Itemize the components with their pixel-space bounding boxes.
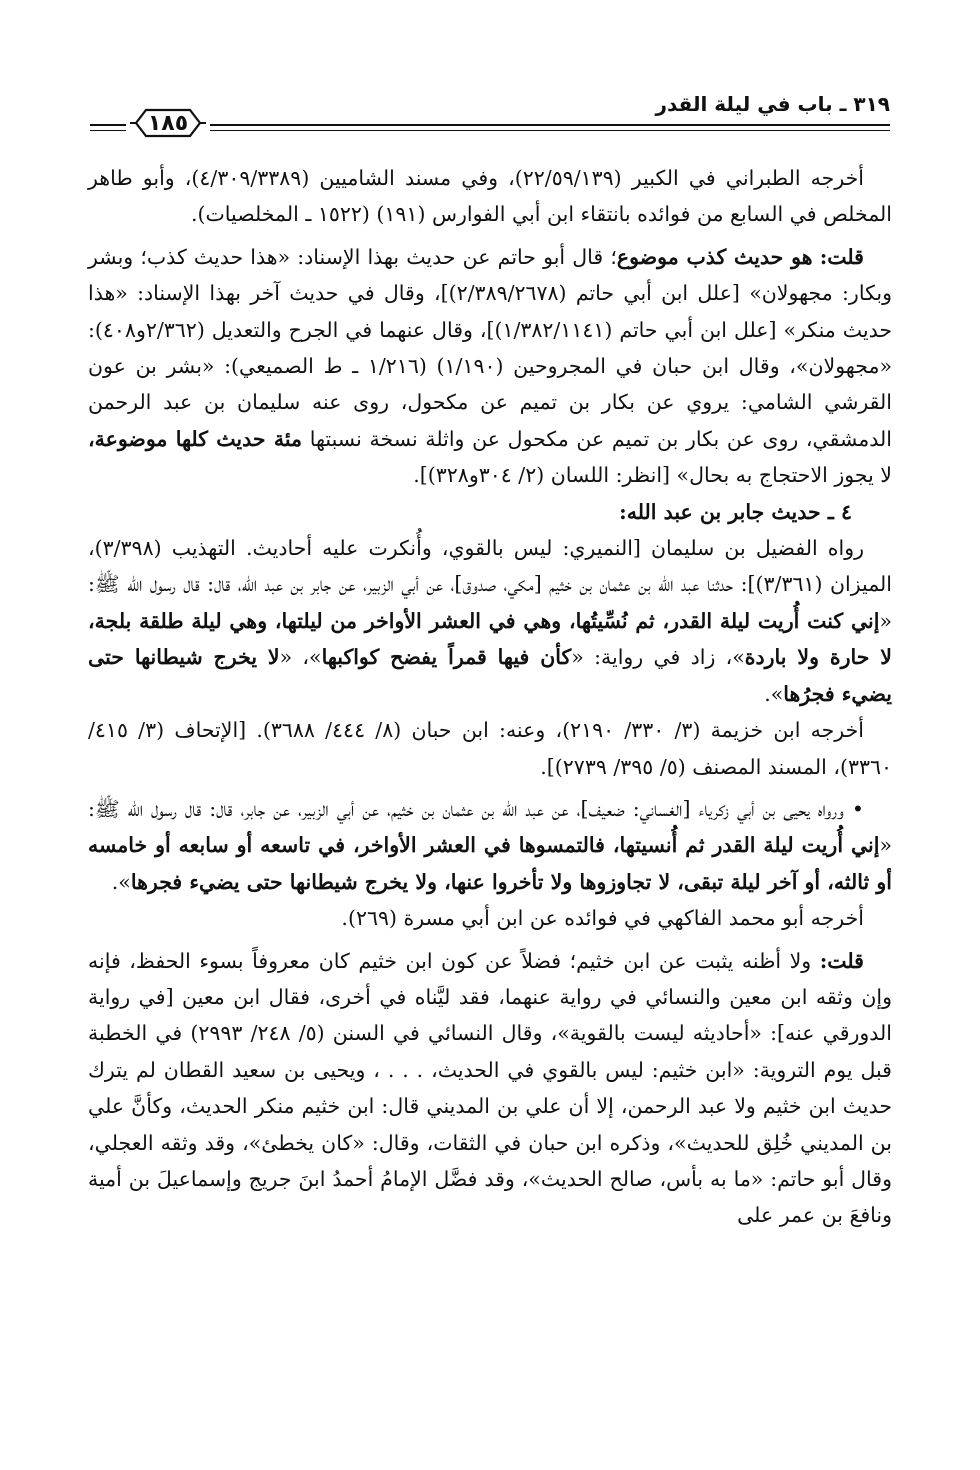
paragraph-5 [88,791,892,900]
page-number: ١٨٥ [147,110,189,136]
paragraph-2-text-1: ؛ قال أبو حاتم عن حديث بهذا الإسناد: «هذا حديث كذب؛ وبشر وبكار: مجهولان» [علل ابن أبي حاتم (٢/٣٨٩/٢٦٧٨)]، وقال في حديث آخر بهذا الإسناد: «هذا حديث منكر» [علل ابن أبي حاتم (١/٣٨٢/١١٤١)]، وقال عنهما في الجرح والتعديل (٢/٣٦٢و٤٠٨): «مجهولان»، وقال ابن حبان في المجروحين (١/١٩٠) (١/٢١٦ ـ ط الصميعي): «بشر بن عون القرشي الشامي: يروي عن بكار بن تميم عن مكحول، روى عنه سليمان بن عبد الرحمن الدمشقي، روى عن بكار بن تميم عن مكحول عن واثلة نسخة نسبتها [88,244,893,451]
paragraph-3-text-3: »، « [279,645,322,670]
paragraph-7 [88,943,892,1234]
header-rule-left [90,124,126,131]
paragraph-4-text: أخرجه ابن خزيمة (٣/ ٣٣٠/ ٢١٩٠)، وعنه: ابن حبان (٨/ ٤٤٤/ ٣٦٨٨). [الإتحاف (٣/ ٤١٥/ ٣٣٦٠)، المسند المصنف (٥/ ٣٩٥/ ٢٧٣٩)]. [88,718,892,779]
hadith-text-2: كأن فيها قمراً يفضح كواكبها [321,645,572,670]
paragraph-3-text-2: »، زاد في رواية: « [571,645,745,670]
page-number-ornament [128,104,208,142]
section-heading: ٤ ـ حديث جابر بن عبد الله: [619,499,852,524]
paragraph-7-text: ولا أظنه يثبت عن ابن خثيم؛ فضلاً عن كون ابن خثيم كان معروفاً بسوء الحفظ، فإنه وإن وثقه ابن معين والنسائي في رواية عنهما، فقد ليَّناه في أخرى، فقال ابن معين [في رواية الدورقي عنه]: «أحاديثه ليست بالقوية»، وقال النسائي في السنن (٥/ ٢٤٨/ ٢٩٩٣) في الخطبة قبل يوم التروية: «ابن خثيم: ليس بالقوي في الحديث، . . . ، ويحيى بن سعيد القطان لم يترك حديث ابن خثيم ولا عبد الرحمن، إلا أن علي بن المديني قال: ابن خثيم منكر الحديث، وكأنَّ علي بن المديني خُلِق للحديث»، وذكره ابن حبان في الثقات، وقال: «كان يخطئ»، وقد وثقه العجلي، وقال أبو حاتم: «ما به بأس، صالح الحديث»، وقد فضَّل الإمامُ أحمدُ ابنَ جريج وإسماعيلَ بن أمية ونافعَ بن عمر على [88,948,892,1228]
qultu-label-2: قلت: [819,948,864,973]
paragraph-2 [88,239,892,494]
paragraph-1 [88,160,892,233]
paragraph-4 [88,712,892,785]
qultu-label: قلت: [819,244,864,269]
paragraph-6-text: أخرجه أبو محمد الفاكهي في فوائده عن ابن أبي مسرة (٢٦٩). [341,906,864,931]
hadith-text-3: لا يخرج شيطانها حتى يضيء فجرُها [88,645,892,706]
paragraph-2-text-2: لا يجوز الاحتجاج به بحال» [انظر: اللسان (٢/ ٣٠٤و٣٢٨)]. [413,463,892,488]
paragraph-3-text-1: رواه الفضيل بن سليمان [النميري: ليس بالقوي، وأُنكرت عليه أحاديث. التهذيب (٣/٣٩٨)، الميزان (٣/٣٦١)]: حدثنا عبد الله بن عثمان بن خثيم [مكي، صدوق]، عن أبي الزبير، عن جابر بن عبد الله، قال: قال رسول الله ﷺ: « [88,536,892,633]
main-text [88,160,892,1234]
paragraph-3-text-4: ». [764,681,784,706]
paragraph-1-text: أخرجه الطبراني في الكبير (٢٢/٥٩/١٣٩)، وفي مسند الشاميين (٤/٣٠٩/٣٣٨٩)، وأبو طاهر المخلص في السابع من فوائده بانتقاء ابن أبي الفوارس (١٩١) (١٥٢٢ ـ المخلصيات). [88,166,892,227]
paragraph-6 [88,900,892,936]
paragraph-5-text-2: ». [111,869,131,894]
header-rule [210,124,890,131]
paragraph-5-text-1: • ورواه يحيى بن أبي زكرياء [الغساني: ضعيف]، عن عبد الله بن عثمان بن خثيم، عن أبي الزبير، عن جابر، قال: قال رسول الله ﷺ: « [88,796,892,858]
hadith-text-1: إني كنت أُريت ليلة القدر، ثم نُسِّيتُها، وهي في العشر الأواخر من ليلتها، وهي ليلة طلقة بلجة، لا حارة ولا باردة [88,608,892,670]
paragraph-2-bold-2: مئة حديث كلها موضوعة، [88,426,303,451]
paragraph-2-bold-1: هو حديث كذب موضوع [616,244,813,269]
running-title: ٣١٩ ـ باب في ليلة القدر [655,92,890,116]
hadith-text-4: إني أُريت ليلة القدر ثم أُنسيتها، فالتمسوها في العشر الأواخر، في تاسعه أو سابعه أو خامسه أو ثالثه، أو آخر ليلة تبقى، لا تجاوزوها ولا تأخروا عنها، ولا يخرج شيطانها حتى يضيء فجرها [88,833,892,894]
paragraph-3 [88,530,892,712]
page-header [90,86,890,146]
